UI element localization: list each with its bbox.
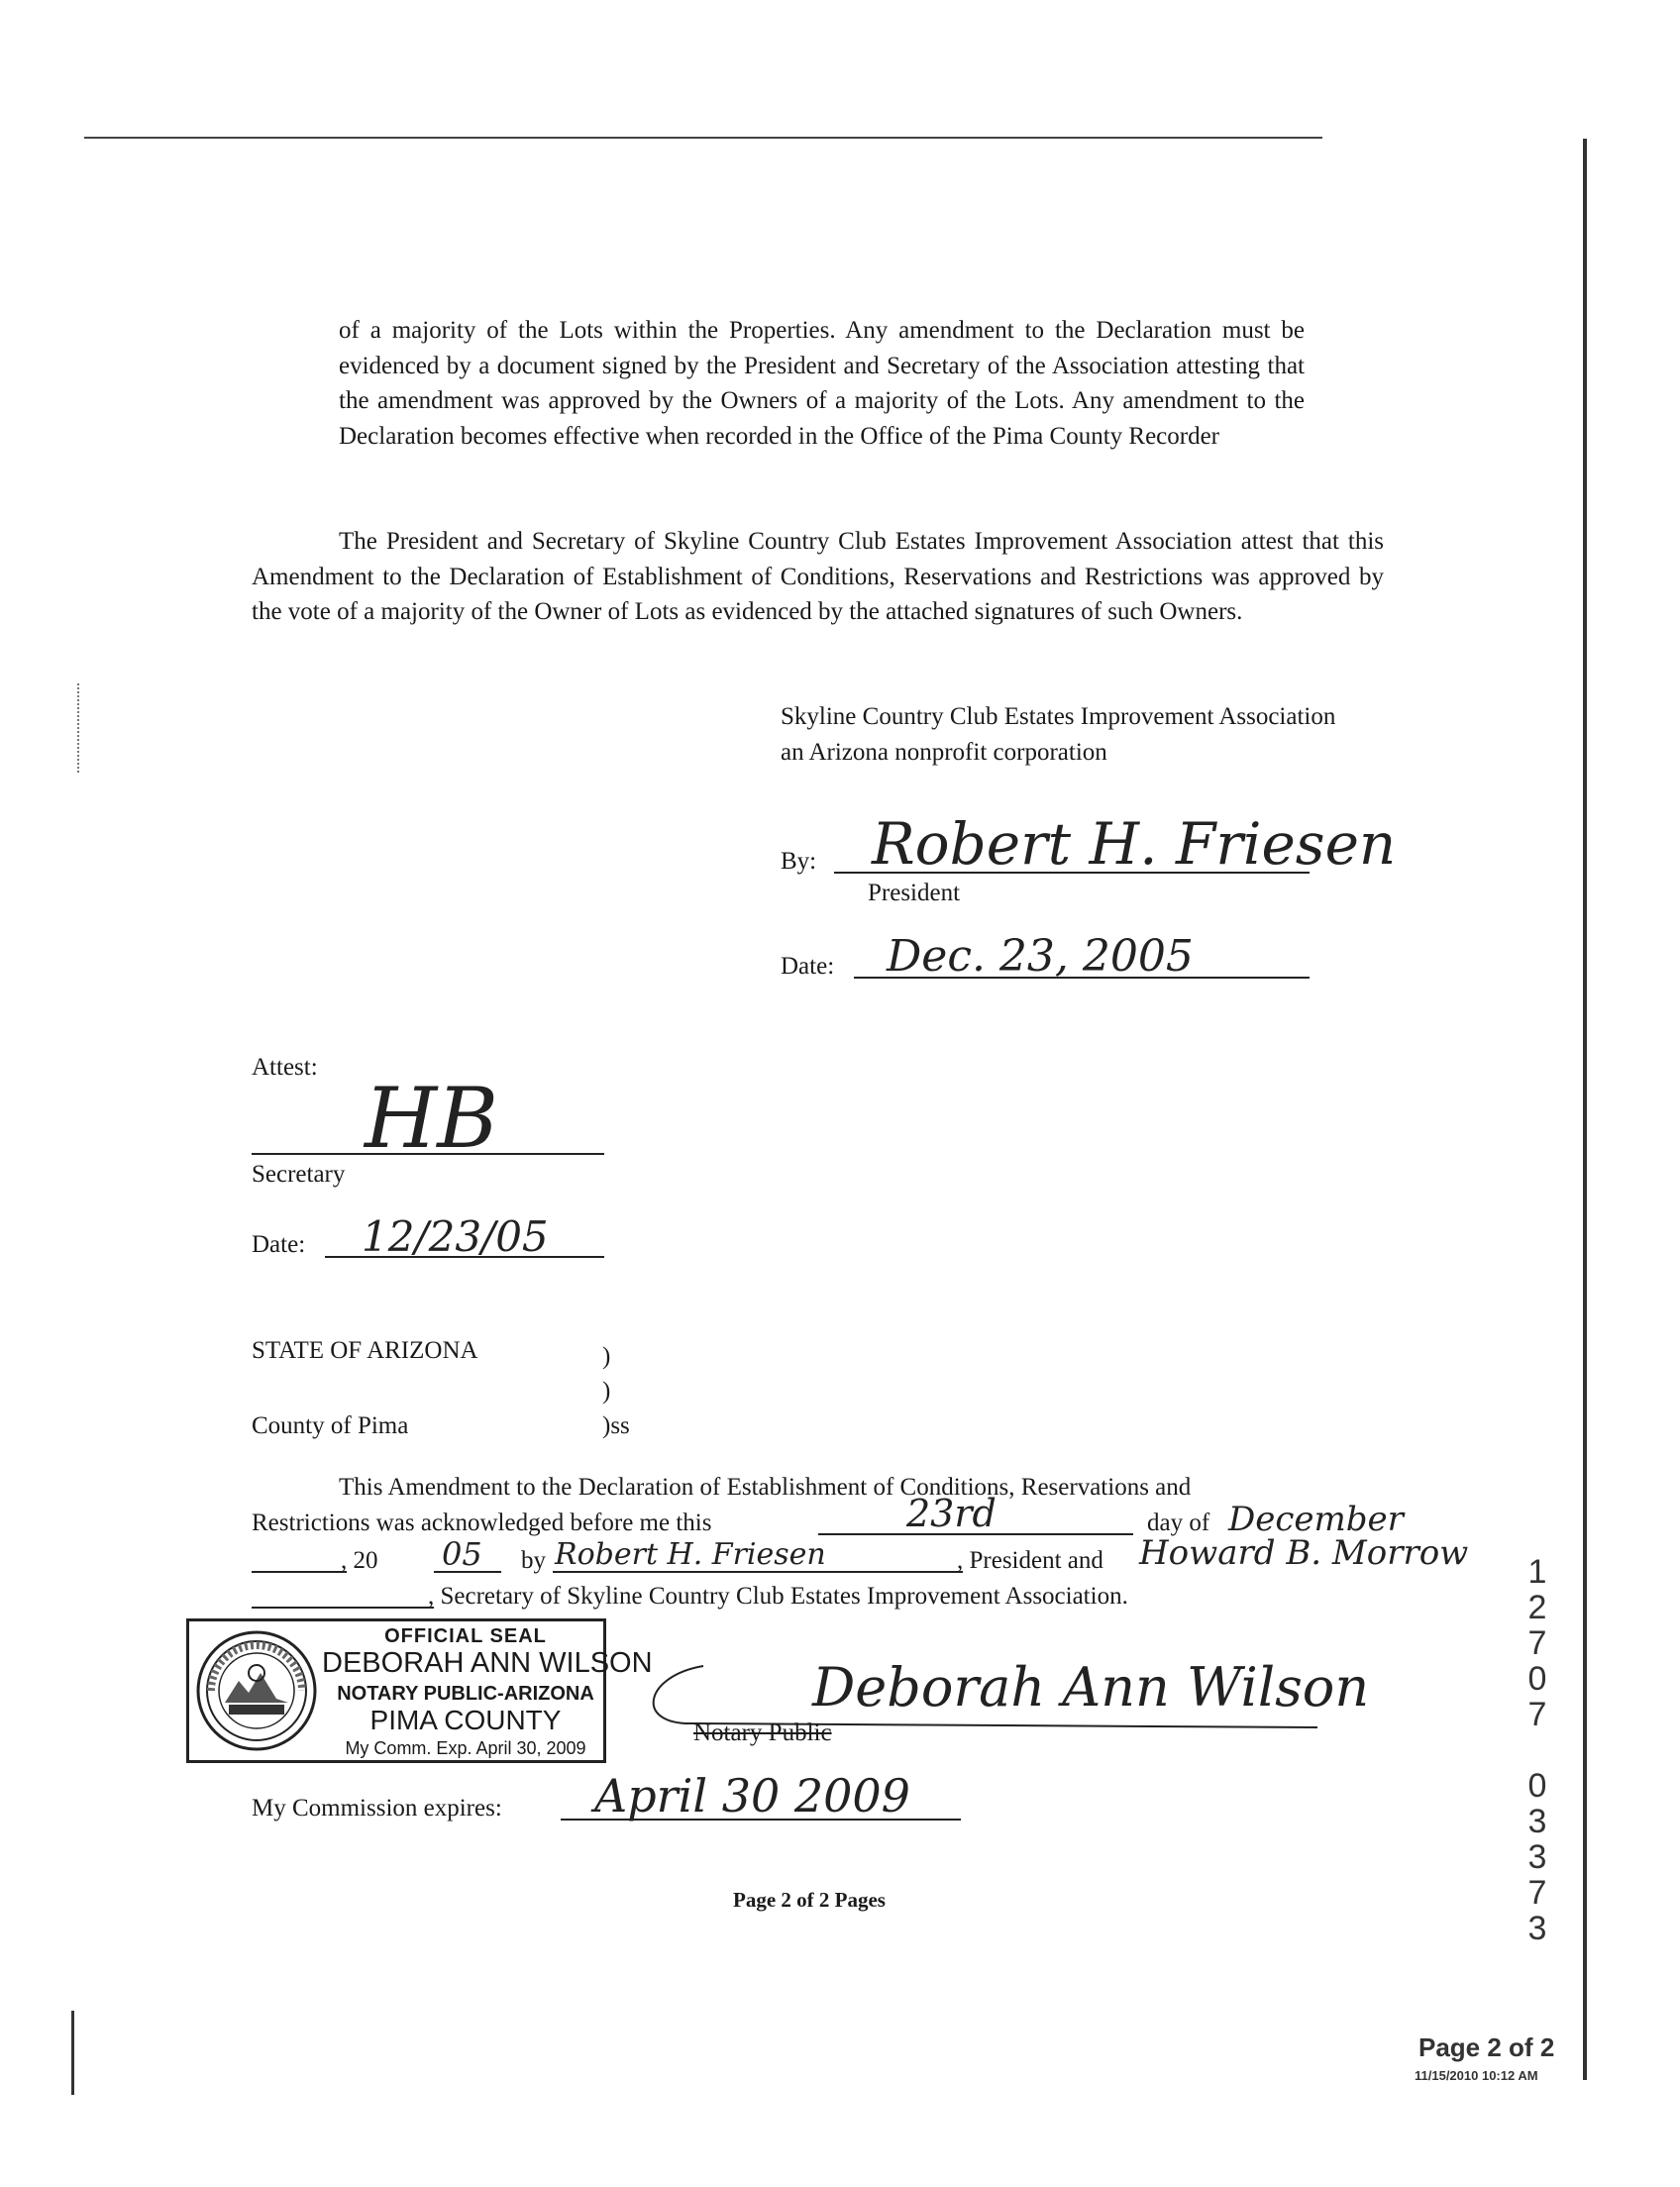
ack-president-name: Robert H. Friesen bbox=[555, 1537, 826, 1572]
notary-seal-stamp bbox=[186, 1618, 653, 1763]
ack-secretary-line bbox=[252, 1607, 434, 1609]
ack-year-value: 05 bbox=[442, 1535, 482, 1573]
seal-expiration: My Comm. Exp. April 30, 2009 bbox=[345, 1738, 586, 1758]
attestation-paragraph: The President and Secretary of Skyline Country Club Estates Improvement Association attest that this Amendment to the Declaration of Establishment of Conditions, Reservations and Restrictions was approved by the vote of a majority of the Owner of Lots as evidenced by the attached signatures of such Owners. bbox=[252, 528, 1384, 625]
seal-notary-name: DEBORAH ANN WILSON bbox=[322, 1647, 653, 1679]
fax-page-number: Page 2 of 2 bbox=[1418, 2032, 1555, 2062]
seal-county: PIMA COUNTY bbox=[369, 1705, 562, 1735]
left-edge-rule bbox=[71, 2011, 74, 2095]
amendment-paragraph: of a majority of the Lots within the Properties. Any amendment to the Declaration must be evidenced by a document signed by the President and Secretary of the Association attesting that the amendment was approved by the Owners of a majority of the Lots. Any amendment to the Declaration becomes effective when recorded in the Office of the Pima County Recorder bbox=[339, 317, 1305, 450]
president-signature: Robert H. Friesen bbox=[872, 810, 1397, 878]
seal-title: NOTARY PUBLIC-ARIZONA bbox=[337, 1683, 594, 1705]
attest-label: Attest: bbox=[252, 1054, 318, 1081]
notary-signature: Deborah Ann Wilson bbox=[812, 1656, 1370, 1718]
organization-name: Skyline Country Club Estates Improvement Association bbox=[781, 703, 1336, 730]
fax-timestamp: 11/15/2010 10:12 AM bbox=[1415, 2068, 1538, 2083]
top-rule bbox=[84, 137, 1322, 139]
ack-line-2a: Restrictions was acknowledged before me this bbox=[252, 1510, 712, 1536]
venue-paren-1: ) bbox=[602, 1343, 611, 1370]
arizona-state-seal-emblem bbox=[195, 1629, 318, 1752]
ack-line-4: , Secretary of Skyline Country Club Estates Improvement Association. bbox=[428, 1583, 1128, 1610]
left-margin-marks bbox=[77, 683, 81, 773]
by-label: By: bbox=[781, 848, 817, 875]
seal-header: OFFICIAL SEAL bbox=[384, 1625, 547, 1647]
ack-month-value: December bbox=[1228, 1500, 1404, 1539]
secretary-date-label: Date: bbox=[252, 1231, 306, 1258]
president-date-label: Date: bbox=[781, 953, 835, 980]
ack-line-1: This Amendment to the Declaration of Establishment of Conditions, Reservations and bbox=[339, 1474, 1192, 1501]
ack-day-value: 23rd bbox=[906, 1492, 997, 1535]
state-label: STATE OF ARIZONA bbox=[252, 1337, 478, 1364]
commission-label: My Commission expires: bbox=[252, 1795, 502, 1822]
secretary-signature: HB bbox=[365, 1070, 498, 1167]
notary-public-label: Notary Public bbox=[693, 1719, 832, 1746]
ack-line-2b: day of bbox=[1147, 1510, 1210, 1536]
county-label: County of Pima bbox=[252, 1412, 409, 1439]
commission-value: April 30 2009 bbox=[594, 1769, 910, 1822]
ack-month-line bbox=[252, 1571, 347, 1573]
ack-line-3c: , President and bbox=[957, 1547, 1103, 1574]
president-title: President bbox=[868, 880, 961, 906]
president-date-value: Dec. 23, 2005 bbox=[887, 931, 1194, 982]
secretary-date-value: 12/23/05 bbox=[362, 1212, 549, 1261]
right-edge-rule bbox=[1583, 139, 1587, 2080]
venue-paren-2: ) bbox=[602, 1378, 611, 1405]
ack-secretary-name: Howard B. Morrow bbox=[1139, 1533, 1469, 1573]
venue-ss: )ss bbox=[602, 1412, 630, 1439]
organization-type: an Arizona nonprofit corporation bbox=[781, 739, 1107, 766]
ack-line-3a: , 20 bbox=[341, 1547, 378, 1574]
page-footer: Page 2 of 2 Pages bbox=[733, 1888, 886, 1912]
recording-number: 12707 03373 bbox=[1519, 1553, 1556, 1945]
ack-line-3b: by bbox=[521, 1547, 546, 1574]
secretary-title: Secretary bbox=[252, 1161, 346, 1188]
